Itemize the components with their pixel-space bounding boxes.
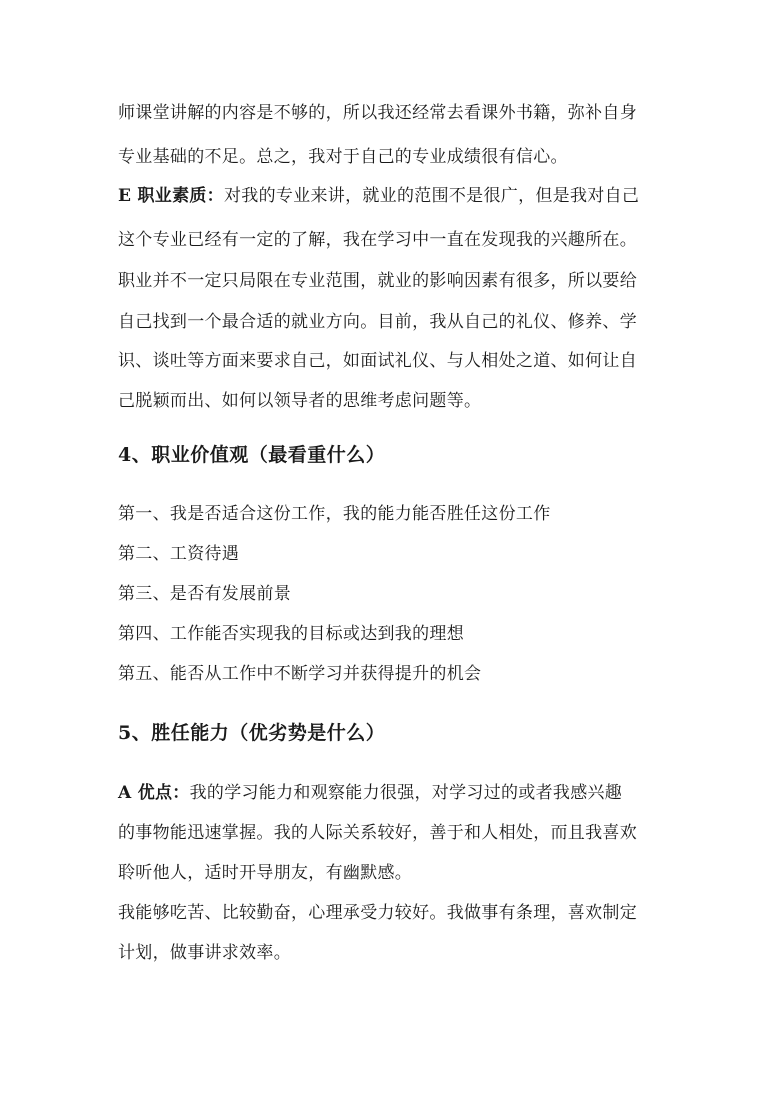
paragraph-line: 己脱颖而出、如何以领导者的思维考虑问题等。 [118, 391, 482, 411]
paragraph-text: 我的学习能力和观察能力很强，对学习过的或者我感兴趣 [189, 783, 623, 803]
paragraph-line: 识、谈吐等方面来要求自己，如面试礼仪、与人相处之道、如何让自 [118, 351, 637, 371]
list-item: 第一、我是否适合这份工作，我的能力能否胜任这份工作 [118, 504, 551, 524]
strengths-paragraph-start [118, 781, 622, 805]
list-item: 第二、工资待遇 [118, 544, 240, 564]
paragraph-line: 这个专业已经有一定的了解，我在学习中一直在发现我的兴趣所在。 [118, 230, 637, 250]
paragraph-line: 我能够吃苦、比较勤奋，心理承受力较好。我做事有条理，喜欢制定 [118, 903, 637, 923]
list-item: 第五、能否从工作中不断学习并获得提升的机会 [118, 664, 482, 684]
paragraph-line: 职业并不一定只局限在专业范围，就业的影响因素有很多，所以要给 [118, 271, 637, 291]
career-quality-paragraph-start [118, 184, 639, 208]
section-heading-values: 4、职业价值观（最看重什么） [118, 444, 386, 466]
strengths-label: A 优点： [118, 783, 190, 803]
paragraph-line: 聆听他人，适时开导朋友，有幽默感。 [118, 863, 413, 883]
section-heading-competency: 5、胜任能力（优劣势是什么） [118, 722, 386, 744]
list-item: 第三、是否有发展前景 [118, 584, 291, 604]
list-item: 第四、工作能否实现我的目标或达到我的理想 [118, 624, 464, 644]
career-quality-label: E 职业素质： [118, 186, 224, 206]
paragraph-line: 专业基础的不足。总之，我对于自己的专业成绩很有信心。 [118, 147, 568, 167]
paragraph-line: 计划，做事讲求效率。 [118, 943, 291, 963]
paragraph-line: 的事物能迅速掌握。我的人际关系较好，善于和人相处，而且我喜欢 [118, 823, 637, 843]
paragraph-text: 对我的专业来讲，就业的范围不是很广，但是我对自己 [223, 186, 640, 206]
paragraph-line: 师课堂讲解的内容是不够的，所以我还经常去看课外书籍，弥补自身 [118, 103, 637, 123]
paragraph-line: 自己找到一个最合适的就业方向。目前，我从自己的礼仪、修养、学 [118, 312, 637, 332]
